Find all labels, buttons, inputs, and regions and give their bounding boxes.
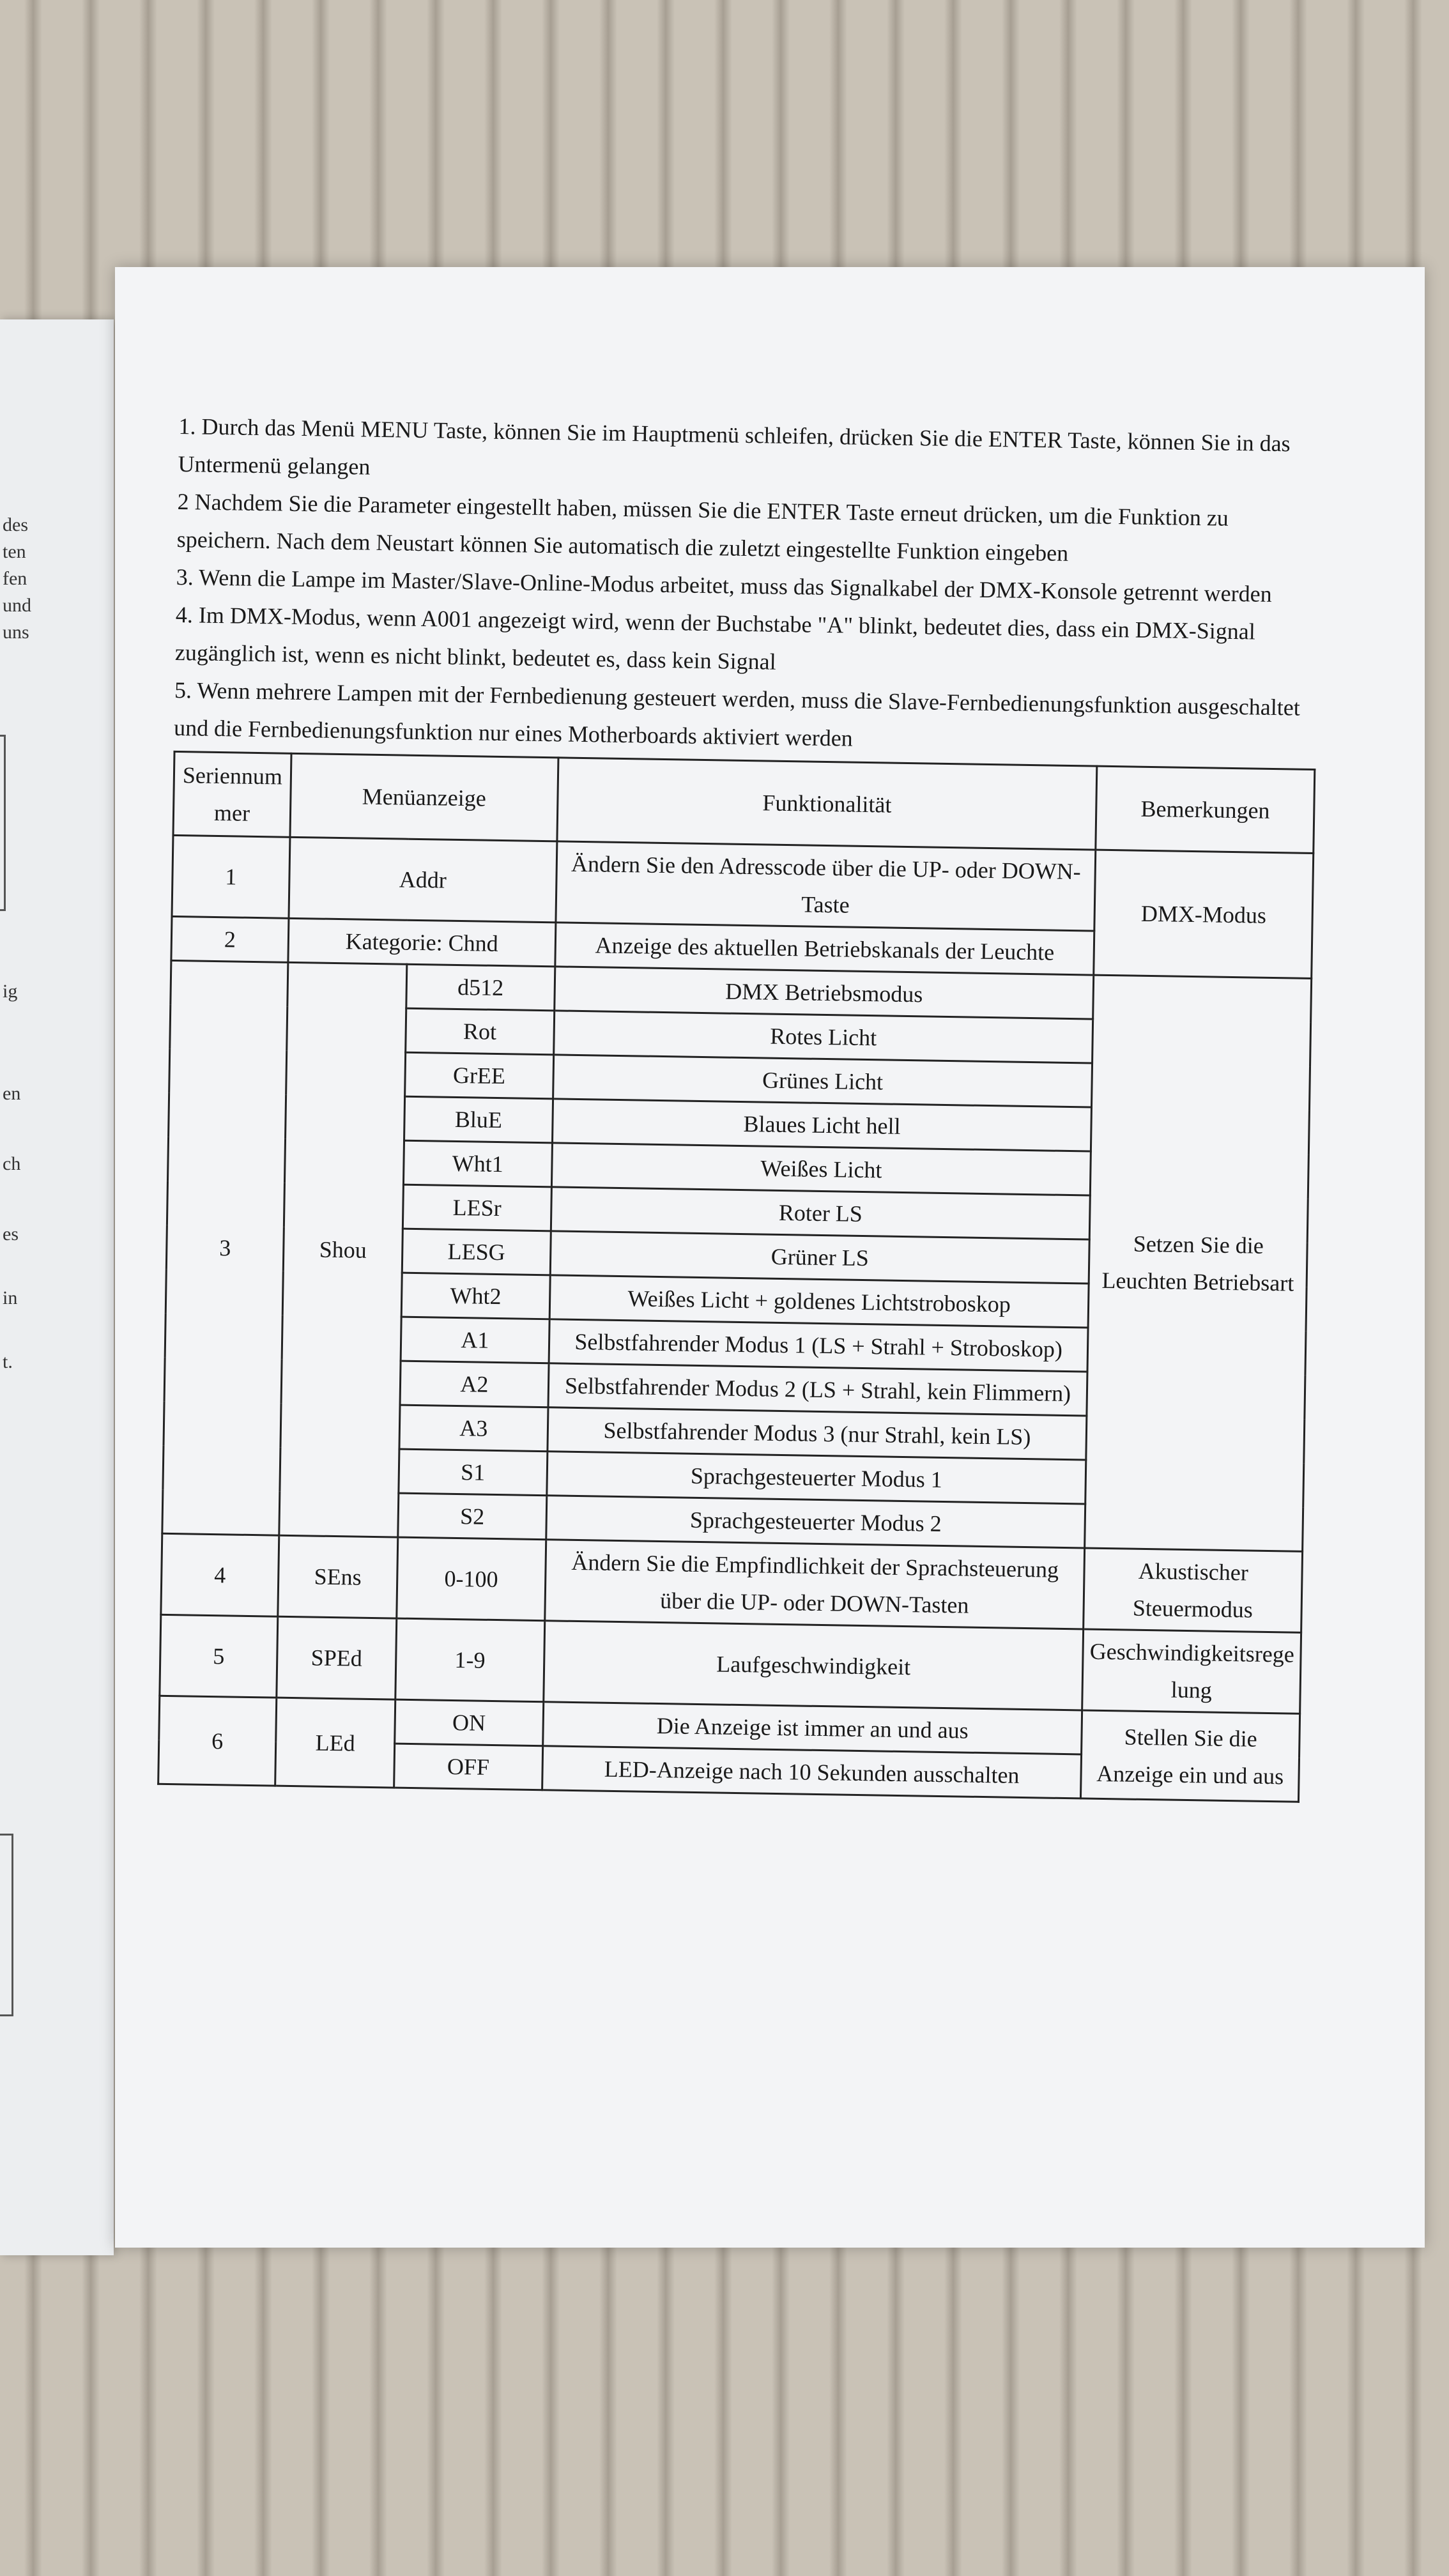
header-remarks: Bemerkungen bbox=[1096, 766, 1315, 853]
remark-text: Stellen Sie die Anzeige ein und aus bbox=[1081, 1710, 1300, 1802]
left-fragment: des bbox=[3, 514, 28, 535]
function-text: Ändern Sie die Empfindlichkeit der Sprachsteuerung über die UP- oder DOWN-Tasten bbox=[544, 1540, 1085, 1629]
function-text: Weißes Licht + goldenes Lichtstroboskop bbox=[549, 1275, 1089, 1328]
sub-code: GrEE bbox=[405, 1052, 554, 1099]
function-text: Grünes Licht bbox=[553, 1055, 1092, 1107]
remark-text: Geschwindigkeitsregelung bbox=[1082, 1629, 1301, 1713]
function-text: Sprachgesteuerter Modus 1 bbox=[547, 1452, 1087, 1504]
sub-code: BluE bbox=[404, 1096, 553, 1143]
sub-code: Wht1 bbox=[403, 1140, 552, 1187]
sub-code: LESG bbox=[402, 1229, 551, 1275]
sub-code: A3 bbox=[399, 1405, 548, 1452]
header-menu-display: Menüanzeige bbox=[290, 753, 558, 841]
function-text: Sprachgesteuerter Modus 2 bbox=[546, 1496, 1085, 1548]
sub-code: S1 bbox=[399, 1449, 548, 1496]
function-text: Laufgeschwindigkeit bbox=[543, 1621, 1084, 1710]
instruction-1: 1. Durch das Menü MENU Taste, können Sie im Hauptmenü schleifen, drücken Sie die ENTER Taste, können Sie in das Untermenü gelangen bbox=[178, 413, 1291, 480]
menu-table bbox=[157, 751, 1315, 1803]
left-fragment: in bbox=[3, 1287, 18, 1308]
left-fragment: und bbox=[3, 595, 31, 616]
menu-code: Kategorie: Chnd bbox=[288, 918, 556, 967]
instruction-2: 2 Nachdem Sie die Parameter eingestellt haben, müssen Sie die ENTER Taste erneut drücken, um die Funktion zu speichern. Nach dem Neustart können Sie automatisch die zuletzt eingestellte Funktion eingeben bbox=[176, 488, 1229, 566]
left-fragment: uns bbox=[3, 622, 29, 643]
instruction-5: 5. Wenn mehrere Lampen mit der Fernbedienung gesteuert werden, muss die Slave-Fernbedienungsfunktion ausgeschaltet und die Fernbedienungsfunktion nur eines Motherboards aktiviert werden bbox=[173, 677, 1301, 751]
left-box-frame bbox=[0, 735, 6, 911]
left-fragment: ch bbox=[3, 1153, 21, 1174]
sub-code: ON bbox=[395, 1699, 544, 1746]
sub-code: A1 bbox=[401, 1317, 549, 1363]
function-text: Selbstfahrender Modus 3 (nur Strahl, kein LS) bbox=[548, 1407, 1087, 1460]
sub-code: OFF bbox=[394, 1744, 543, 1790]
function-text: Selbstfahrender Modus 1 (LS + Strahl + Stroboskop) bbox=[549, 1319, 1089, 1372]
function-text: Blaues Licht hell bbox=[552, 1099, 1092, 1151]
left-page-edge bbox=[0, 319, 114, 2255]
menu-code: Shou bbox=[279, 962, 407, 1537]
function-text: Rotes Licht bbox=[553, 1011, 1093, 1063]
row-number: 6 bbox=[158, 1696, 277, 1786]
row-number: 5 bbox=[160, 1614, 278, 1698]
manual-page bbox=[115, 267, 1425, 2248]
menu-code: Addr bbox=[289, 837, 557, 923]
row-number: 1 bbox=[172, 835, 290, 918]
menu-code: SEns bbox=[278, 1535, 398, 1618]
menu-code: LEd bbox=[275, 1698, 395, 1788]
function-text: Selbstfahrender Modus 2 (LS + Strahl, kein Flimmern) bbox=[548, 1363, 1088, 1416]
remark-text: Akustischer Steuermodus bbox=[1084, 1548, 1303, 1632]
left-box-frame bbox=[0, 1834, 13, 2016]
function-text: Ändern Sie den Adresscode über die UP- oder DOWN-Taste bbox=[556, 841, 1096, 931]
instruction-4: 4. Im DMX-Modus, wenn A001 angezeigt wird, wenn der Buchstabe "A" blinkt, bedeutet dies, dass ein DMX-Signal zugänglich ist, wenn es nicht blinkt, bedeutet es, dass kein Signal bbox=[174, 601, 1256, 675]
row-number: 3 bbox=[162, 960, 288, 1535]
menu-code: SPEd bbox=[277, 1616, 397, 1699]
sub-code: 1-9 bbox=[395, 1618, 545, 1702]
sub-code: Wht2 bbox=[401, 1273, 550, 1319]
function-text: LED-Anzeige nach 10 Sekunden ausschalten bbox=[542, 1746, 1082, 1798]
sub-code: A2 bbox=[400, 1361, 549, 1407]
left-fragment: en bbox=[3, 1083, 21, 1104]
sub-code: Rot bbox=[406, 1008, 555, 1055]
remark-text: Setzen Sie die Leuchten Betriebsart bbox=[1085, 975, 1312, 1551]
function-text: Die Anzeige ist immer an und aus bbox=[542, 1702, 1082, 1754]
header-serial-number: Seriennummer bbox=[173, 751, 291, 837]
header-functionality: Funktionalität bbox=[557, 758, 1098, 850]
left-fragment: t. bbox=[3, 1351, 13, 1372]
function-text: Roter LS bbox=[551, 1187, 1091, 1239]
left-fragment: ig bbox=[3, 981, 18, 1002]
page-content bbox=[157, 408, 1322, 1803]
remark-text: DMX-Modus bbox=[1094, 850, 1314, 978]
sub-code: d512 bbox=[406, 964, 555, 1011]
instruction-3: 3. Wenn die Lampe im Master/Slave-Online-Modus arbeitet, muss das Signalkabel der DMX-Konsole getrennt werden bbox=[176, 564, 1272, 607]
row-number: 4 bbox=[161, 1533, 279, 1616]
sub-code: S2 bbox=[398, 1493, 547, 1540]
function-text: Weißes Licht bbox=[551, 1143, 1091, 1195]
function-text: Anzeige des aktuellen Betriebskanals der Leuchte bbox=[555, 923, 1095, 975]
sub-code: LESr bbox=[402, 1184, 551, 1231]
function-text: DMX Betriebsmodus bbox=[554, 967, 1094, 1019]
left-fragment: ten bbox=[3, 541, 26, 562]
row-number: 2 bbox=[171, 916, 289, 962]
sub-code: 0-100 bbox=[397, 1537, 546, 1621]
function-text: Grüner LS bbox=[550, 1231, 1090, 1284]
left-fragment: fen bbox=[3, 568, 27, 589]
left-fragment: es bbox=[3, 1223, 19, 1245]
